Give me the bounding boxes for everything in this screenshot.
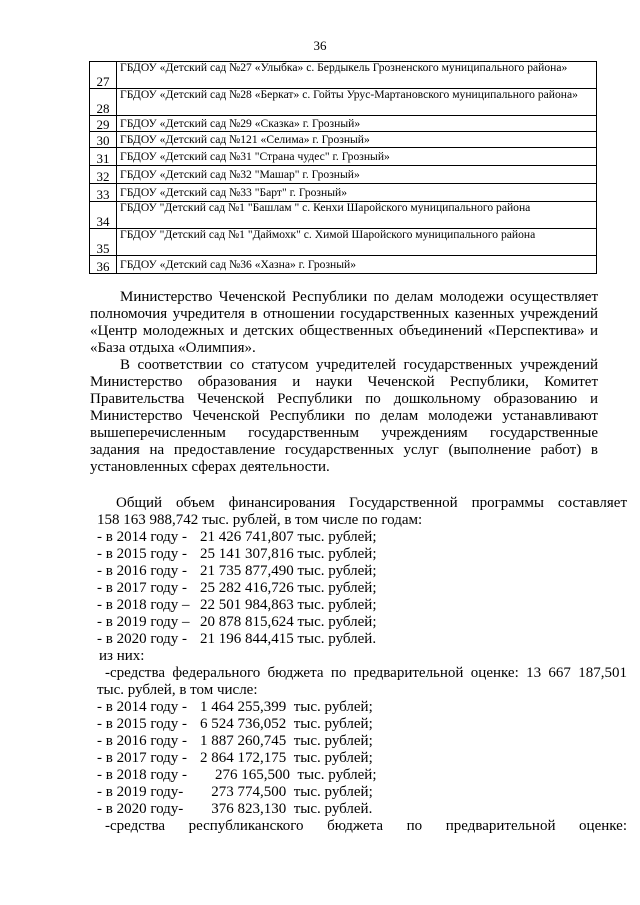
row-number: 29 [90, 116, 117, 132]
list-item [97, 546, 627, 563]
year-value: 376 823,130 тыс. рублей. [200, 801, 373, 817]
financing-total-line: 158 163 988,742 тыс. рублей, в том числе по годам: [97, 512, 423, 528]
list-item [97, 750, 627, 767]
text-line: Министерство Чеченской Республики по делам молодежи осуществляет [120, 289, 598, 305]
text-line: Правительства Чеченской Республики по дошкольному образованию и [90, 391, 598, 407]
founders-paragraph [90, 357, 598, 476]
year-value: 22 501 984,863 тыс. рублей; [200, 597, 377, 613]
federal-years-list [97, 699, 627, 818]
year-label: - в 2015 году - [97, 716, 188, 732]
financing-intro-line: Общий объем финансирования Государственной программы составляет [116, 495, 627, 511]
row-name: ГБДОУ "Детский сад №1 "Даймохк" с. Химой Шаройского муниципального района [117, 229, 597, 256]
year-value: 20 878 815,624 тыс. рублей; [200, 614, 377, 630]
year-label: - в 2019 году- [97, 784, 184, 800]
year-value: 276 165,500 тыс. рублей; [200, 767, 377, 783]
year-value: 6 524 736,052 тыс. рублей; [200, 716, 373, 732]
row-number: 33 [90, 184, 117, 202]
row-name: ГБДОУ «Детский сад №27 «Улыбка» с. Бердыкель Грозненского муниципального района» [117, 62, 597, 89]
list-item [97, 631, 627, 648]
row-name: ГБДОУ «Детский сад №29 «Сказка» г. Грозный» [117, 116, 597, 132]
list-item [97, 580, 627, 597]
row-name: ГБДОУ «Детский сад №32 "Машар" г. Грозный» [117, 166, 597, 184]
text-line: установленных сферах деятельности. [90, 459, 330, 475]
row-number: 36 [90, 256, 117, 274]
financing-section [97, 495, 627, 835]
table-row [90, 166, 597, 184]
year-value: 25 141 307,816 тыс. рублей; [200, 546, 377, 562]
list-item [97, 614, 627, 631]
row-name: ГБДОУ «Детский сад №31 "Страна чудес" г. Грозный» [117, 148, 597, 166]
of-them-label: из них: [99, 648, 145, 664]
year-label: - в 2016 году - [97, 563, 188, 579]
federal-intro-line: -средства федерального бюджета по предварительной оценке: 13 667 187,501 [105, 665, 627, 681]
row-number: 30 [90, 132, 117, 148]
year-label: - в 2020 году- [97, 801, 184, 817]
list-item [97, 716, 627, 733]
list-item [97, 597, 627, 614]
list-item [97, 563, 627, 580]
year-label: - в 2014 году - [97, 529, 188, 545]
federal-total-line: тыс. рублей, в том числе: [97, 682, 258, 698]
year-label: - в 2015 году - [97, 546, 188, 562]
row-name: ГБДОУ «Детский сад №28 «Беркат» с. Гойты Урус-Мартановского муниципального района» [117, 89, 597, 116]
text-line: Министерство Чеченской Республики по делам молодежи устанавливают [90, 408, 598, 424]
text-line: Министерство образования и науки Чеченской Республики, Комитет [90, 374, 598, 390]
year-label: - в 2020 году - [97, 631, 188, 647]
row-number: 32 [90, 166, 117, 184]
text-line: «База отдыха «Олимпия». [90, 340, 256, 356]
row-name: ГБДОУ «Детский сад №36 «Хазна» г. Грозный» [117, 256, 597, 274]
year-label: - в 2018 году – [97, 597, 190, 613]
table-row [90, 116, 597, 132]
row-number: 28 [90, 89, 117, 116]
year-value: 21 735 877,490 тыс. рублей; [200, 563, 377, 579]
list-item [97, 784, 627, 801]
table-row [90, 89, 597, 116]
list-item [97, 801, 627, 818]
schools-table [89, 61, 597, 274]
year-value: 1 887 260,745 тыс. рублей; [200, 733, 373, 749]
table-row [90, 229, 597, 256]
year-label: - в 2016 году - [97, 733, 188, 749]
year-label: - в 2017 году - [97, 750, 188, 766]
text-line: В соответствии со статусом учредителей государственных учреждений [120, 357, 598, 373]
year-label: - в 2018 году - [97, 767, 188, 783]
table-row [90, 184, 597, 202]
text-line: полномочия учредителя в отношении государственных казенных учреждений [90, 306, 598, 322]
year-value: 2 864 172,175 тыс. рублей; [200, 750, 373, 766]
table-row [90, 132, 597, 148]
list-item [97, 733, 627, 750]
table-row [90, 202, 597, 229]
year-value: 25 282 416,726 тыс. рублей; [200, 580, 377, 596]
text-line: задания на предоставление государственных услуг (выполнение работ) в [90, 442, 598, 458]
year-value: 21 196 844,415 тыс. рублей. [200, 631, 377, 647]
page-number: 36 [313, 38, 327, 53]
row-number: 34 [90, 202, 117, 229]
row-number: 27 [90, 62, 117, 89]
row-name: ГБДОУ «Детский сад №33 "Барт" г. Грозный» [117, 184, 597, 202]
list-item [97, 767, 627, 784]
year-value: 273 774,500 тыс. рублей; [200, 784, 373, 800]
year-value: 21 426 741,807 тыс. рублей; [200, 529, 377, 545]
year-value: 1 464 255,399 тыс. рублей; [200, 699, 373, 715]
year-label: - в 2017 году - [97, 580, 188, 596]
table-row [90, 256, 597, 274]
list-item [97, 529, 627, 546]
year-label: - в 2019 году – [97, 614, 190, 630]
text-line: вышеперечисленным государственным учреждениям государственные [90, 425, 598, 441]
table-row [90, 148, 597, 166]
row-name: ГБДОУ "Детский сад №1 "Башлам " с. Кенхи Шаройского муниципального района [117, 202, 597, 229]
year-label: - в 2014 году - [97, 699, 188, 715]
text-line: «Центр молодежных и детских общественных объединений «Перспектива» и [90, 323, 598, 339]
ministry-paragraph [90, 289, 598, 357]
table-row [90, 62, 597, 89]
list-item [97, 699, 627, 716]
row-name: ГБДОУ «Детский сад №121 «Селима» г. Грозный» [117, 132, 597, 148]
row-number: 35 [90, 229, 117, 256]
row-number: 31 [90, 148, 117, 166]
financing-years-list [97, 529, 627, 648]
republic-intro-line: -средства республиканского бюджета по предварительной оценке: [105, 818, 627, 834]
